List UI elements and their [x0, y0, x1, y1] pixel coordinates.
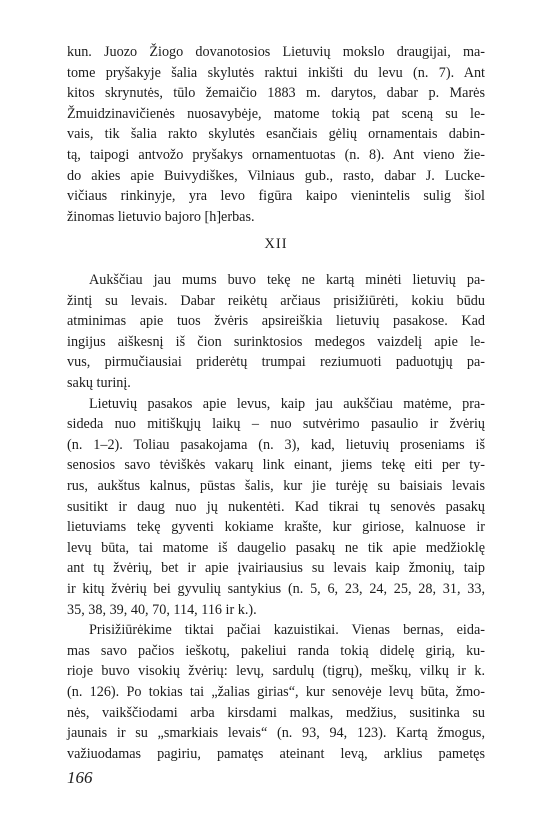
text-line: 35, 38, 39, 40, 70, 114, 116 ir k.). — [67, 601, 257, 618]
text-line: žintį su levais. Dabar reikėtų arčiaus prisižiūrėti, kokiu būdu — [67, 292, 485, 309]
text-line: jaunais ir su „smarkiais levais“ (n. 93, 94, 123). Kartą žmogus, — [67, 725, 485, 742]
text-line: ir kitų žvėrių bei gyvulių santykius (n. 5, 6, 23, 24, 25, 28, 31, 33, — [67, 580, 485, 597]
text-line: lietuviams tekę gyventi kokiame krašte, kur giriose, kalnuose ir — [67, 519, 485, 536]
text-line: mas savo pačios ieškotų, pakeliui randa tokią didelę girią, ku- — [67, 642, 485, 659]
text-line: vičiaus rinkinyje, yra levo figūra kaipo vienintelis sulig šiol — [67, 188, 485, 205]
paragraph-3 — [67, 620, 485, 764]
text-line: rus, aukštus kalnus, pūstas šalis, kur jie turėję su baisiais levais — [67, 477, 485, 494]
text-line: važiuodamas pagiriu, pamatęs ateinant levą, arklius pametęs — [67, 745, 485, 762]
text-line: atminimas apie tuos žvėris apsireiškia lietuvių pasakose. Kad — [67, 313, 485, 330]
text-line: sakų turinį. — [67, 374, 131, 391]
text-line: rioje buvo visokių žvėrių: levų, sardulų (tigrų), meškų, vilkų ir k. — [67, 663, 485, 680]
text-line: kun. Juozo Žiogo dovanotosios Lietuvių mokslo draugijai, ma- — [67, 44, 485, 60]
text-line: (n. 1–2). Toliau pasakojama (n. 3), kad, lietuvių proseniams iš — [67, 436, 485, 453]
text-line: ingijus aiškesnį iš čion surinktosios medegos vaizdelį apie le- — [67, 333, 485, 350]
text-line: Prisižiūrėkime tiktai pačiai kazuistikai. Vienas bernas, eida- — [89, 622, 485, 639]
paragraph-top — [67, 42, 485, 227]
text-line: vais, tik šalia rakto skylutės esančiais gėlių ornamentais dabin- — [67, 126, 485, 143]
text-line: kitos skrynutės, tūlo žemaičio 1883 m. darytos, dabar p. Marės — [67, 85, 485, 102]
page-number: 166 — [67, 768, 93, 787]
section-heading: XII — [264, 236, 288, 252]
text-line: nės, vaikščiodami arba kirsdami malkas, medžius, susitinka su — [67, 704, 485, 721]
text-line: (n. 126). Po tokias tai „žalias girias“, kur senovėje levų būta, žmo- — [67, 683, 485, 700]
text-line: susitikt ir daug nuo jų nukentėti. Kad tikrai tų senovės pasakų — [67, 498, 485, 515]
text-line: levų būta, tai matome iš daugelio pasakų ne tik apie medžioklę — [67, 539, 485, 556]
paragraph-2 — [67, 394, 485, 621]
text-line: vus, pirmučiausiai priderėtų trumpai reziumuoti paduotųjų pa- — [67, 354, 485, 371]
text-line: sideda nuo mitiškųjų laikų – nuo sutvėrimo pasaulio ir žvėrių — [67, 416, 485, 433]
text-line: Aukščiau jau mums buvo tekę ne kartą minėti lietuvių pa- — [89, 272, 485, 288]
text-line: žinomas lietuvio bajoro [h]erbas. — [67, 208, 255, 225]
paragraph-1 — [67, 270, 485, 394]
text-line: ant tų žvėrių, bet ir apie įvairiausius su levais kaip žmonių, taip — [67, 560, 485, 577]
text-line: do akies apie Buivydiškes, Vilniaus gub., rasto, dabar J. Lucke- — [67, 167, 485, 184]
text-line: tome pryšakyje šalia skylutės raktui inkišti du levu (n. 7). Ant — [67, 64, 485, 81]
text-line: tą, taipogi antvožo pryšakys ornamentuotas (n. 8). Ant vieno žie- — [67, 146, 485, 163]
text-line: senosios savo tėviškės vakarų link einant, jiems tekę eiti per ty- — [67, 457, 485, 474]
text-line: Žmuidzinavičienės nuosavybėje, matome tokią pat sceną su le- — [67, 105, 485, 122]
text-line: Lietuvių pasakos apie levus, kaip jau aukščiau matėme, pra- — [89, 395, 485, 412]
